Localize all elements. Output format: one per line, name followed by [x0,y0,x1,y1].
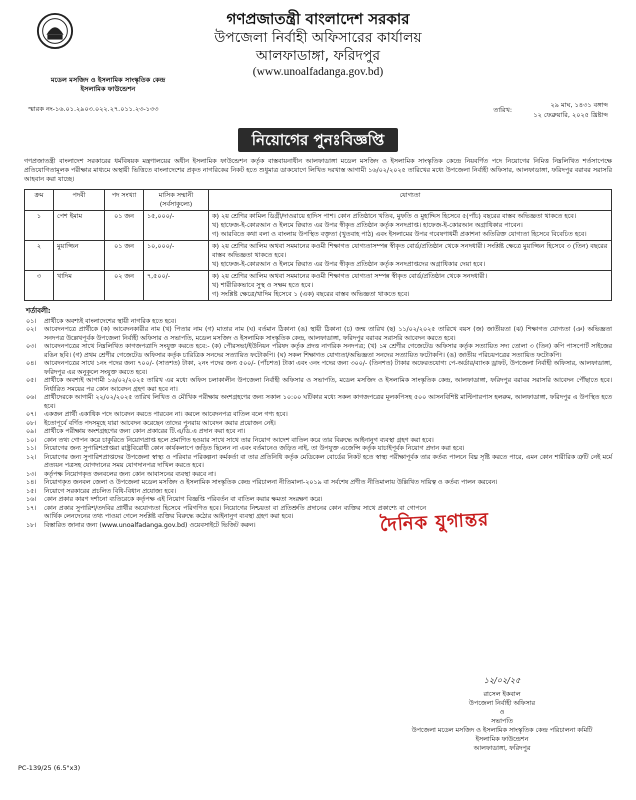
table-row [25,240,612,270]
term-item: ১৮। বিস্তারিত জানার জন্য (www.unoalfadanga.gov.bd) ওয়েবসাইটে ভিজিট করুন। [26,521,256,529]
header-quantity: পদ সংখ্যা [105,189,144,210]
term-item: ০২। আবেদনপত্রে প্রার্থীকে (ক) আবেদনকারীর নাম (খ) পিতার নাম (গ) মাতার নাম (ঘ) বর্তমান ঠিকানা (ঙ) স্থায়ী ঠিকানা (চ) জন্ম তারিখ (ছ) ১১/০২/২০২৫ তারিখে বয়স (জ) জাতীয়তা (ঝ) শিক্ষাগত যোগ্যতা (ঞ) অভিজ্ঞতা সনদপত্র উল্লেখপূর্বক উপজেলা নির্বাহী অফিসার ও সভাপতি, মডেল মসজিদ ও ইসলামিক সাংস্কৃতিক কেন্দ্র, আলফাডাঙ্গা, ফরিদপুর বরাবর সরাসরি আবেদন করতে হবে। [26,326,612,342]
term-item: ০৪। আবেদনপত্রের সাথে ১নং পদের জন্য ৭০০/- (সাতশত) টাকা, ২নং পদের জন্য ৫০০/- (পাঁচশত) টাকা এবং ৩নং পদের জন্য ৩০০/- (তিনশত) টাকার অফেরতযোগ্য পে-অর্ডার/ব্যাংক ড্রাফট, উপজেলা নির্বাহী অফিসার, আলফাডাঙ্গা, ফরিদপুর এর অনুকূলে সংযুক্ত করতে হবে। [26,360,612,376]
row-post: পেশ ইমাম [54,210,105,240]
row-qualification [209,270,612,300]
signatory-committee: উপজেলা মডেল মসজিদ ও ইসলামিক সাংস্কৃতিক কেন্দ্র পরিচালনা কমিটি [411,726,593,734]
date-english: ১২ ফেব্রুয়ারি, ২০২৫ খ্রিষ্টাব্দ [533,111,608,119]
qualification-item: ক) ২য় শ্রেণির আলিম অথবা সমমানের কওমী শিক্ষাগত যোগ্যতা সম্পন্ন স্বীকৃত বোর্ড/প্রতিষ্ঠান থেকে সনদধারী। [212,271,488,280]
row-post: মুয়াজ্জিন [54,240,105,270]
date-label: তারিখ: [493,106,513,114]
term-item: ১০। কোন তথ্য গোপন করে চাকুরিতে নিয়োগপ্রাপ্ত হলে প্রমাণিত হওয়ার সাথে সাথে তার নিয়োগ আদেশ বাতিল করে তার বিরুদ্ধে আইনানুগ ব্যবস্থা গ্রহণ করা হবে। [26,436,434,444]
qualification-item: ক) ২য় শ্রেণির আলিম অথবা সমমানের কওমী শিক্ষাগত যোগ্যতাসম্পন্ন স্বীকৃত বোর্ড/প্রতিষ্ঠান থেকে সনদধারী। সংশ্লিষ্ট ক্ষেত্রে মুয়াজ্জিন হিসেবে ৩ (তিন) বছরের বাস্তব অভিজ্ঞতা থাকতে হবে। [212,241,608,259]
title-wrap [18,128,618,154]
header-serial: ক্রম [25,189,54,210]
signature-block [382,676,622,753]
row-salary: ১৫,০০০/- [144,210,209,240]
term-item: ১৪। নিয়োগকৃত জনবল জেলা ও উপজেলা মডেল মসজিদ ও ইসলামিক সাংস্কৃতিক কেন্দ্র পরিচালনা নীতিমালা-২০১৯ বা সর্বশেষ প্রণীত নীতিমালায় উল্লিখিত দায়িত্ব ও কর্তব্য পালন করবেন। [26,479,498,487]
row-serial: ১ [25,210,54,240]
header-salary: মাসিক সম্মানী (সর্বসাকুল্যে) [144,189,209,210]
signatory-name: রাসেল ইকবাল [483,690,521,698]
posts-table [24,189,612,301]
signature [382,676,622,690]
header [18,6,618,126]
term-item: ০১। প্রার্থীকে অবশ্যই বাংলাদেশের স্থায়ী নাগরিক হতে হবে। [26,317,177,325]
signatory-role: সভাপতি [491,717,513,725]
notice-title: নিয়োগের পুনঃবিজ্ঞপ্তি [238,128,399,152]
row-salary: ১০,০০০/- [144,240,209,270]
term-item: ১২। নিয়োগের জন্য সুপারিশপ্রাপ্তদের উপজেলা স্বাস্থ্য ও পরিবার পরিকল্পনা কর্মকর্তা বা তার প্রতিনিধি কর্তৃক মেডিকেল বোর্ডের নিকট হতে স্বাস্থ্য পরীক্ষাপূর্বক তার কর্তব্য পালনে বিঘ্ন সৃষ্টি করতে পারে, এমন কোন শারীরিক ত্রুটি নেই মর্মে প্রত্যয়ন পত্রসহ যোগদানের সময় যোগদানপত্র দাখিল করতে হবে। [26,453,612,470]
term-item: ১১। নিয়োগের জন্য সুপারিশপ্রাপ্তরা রাষ্ট্রবিরোধী কোন কার্যকলাপে জড়িত ছিলেন না এবং বর্তমানেও জড়িত নাই, তা উপযুক্ত এজেন্সি কর্তৃক যাচাইপূর্বক নিয়োগ প্রদান করা হবে। [26,445,465,453]
qualification-item: খ) হাফেজ-ই-কোরআন ও ইলমে ক্বিরাত এর উপর স্বীকৃত প্রতিষ্ঠান কর্তৃক সনদপ্রাপ্তদের অগ্রাধিকার দেয়া হবে। [212,259,486,268]
signatory-org: ইসলামিক ফাউন্ডেশন [475,735,529,743]
term-item: ০৩। আবেদনপত্রের সাথে নিম্নলিখিত কাগজপত্রাদি সংযুক্ত করতে হবে:- (ক) পৌরসভা/ইউনিয়ন পরিষদ কর্তৃক প্রদত্ত নাগরিক সনদপত্র; (খ) ১ম শ্রেণীর গেজেটেড অফিসার কর্তৃক সত্যায়িত সদ্য তোলা ৩ (তিন) কপি পাসপোর্ট সাইজের রঙিন ছবি। (গ) প্রথম শ্রেণীর গেজেটেড অফিসার কর্তৃক চারিত্রিক সনদের সত্যায়িত ফটোকপি। (ঘ) সকল শিক্ষাগত যোগ্যতা/অভিজ্ঞতা সনদের সত্যায়িত ফটোকপি। (ঙ) জাতীয় পরিচয়পত্রের সত্যায়িত ফটোকপি। [26,343,612,359]
signatory-designation: উপজেলা নির্বাহী অফিসার [468,699,536,707]
term-item: ০৬। প্রার্থীদেরকে আগামী ২২/০২/২০২৫ তারিখ লিখিত ও মৌখিক পরীক্ষায় অংশগ্রহণের জন্য সকাল ১০:০০ ঘটিকার মধ্যে সকল কাগজপত্রের মূলকপিসহ ৫০০ আসনবিশিষ্ট মাল্টিপারপাস হলরুম, আলফাডাঙ্গা, ফরিদপুর এ উপস্থিত হতে হবে। [26,394,612,410]
government-heading [18,10,618,80]
table-row [25,210,612,240]
term-item: ১৫। নিয়োগে সরকারের প্রচলিত বিধি-বিধান প্রযোজ্য হবে। [26,487,176,495]
row-quantity: ০১ জন [105,210,144,240]
row-quantity: ০২ জন [105,270,144,300]
date-bangla: ২৯ মাঘ, ১৪৩১ বঙ্গাব্দ [550,101,608,109]
row-post: খাদিম [54,270,105,300]
website-link[interactable]: (www.unoalfadanga.gov.bd) [252,66,384,78]
term-item: ০৭। একজন প্রার্থী একাধিক পদে আবেদন করতে পারবেন না। করলে আবেদনপত্র বাতিল বলে গণ্য হবে। [26,411,288,419]
row-serial: ২ [25,240,54,270]
terms-title: শর্তাবলী: [26,306,51,315]
row-qualification [209,210,612,240]
office-name: উপজেলা নির্বাহী অফিসারের কার্যালয় [214,30,422,46]
intro-paragraph: গণপ্রজাতন্ত্রী বাংলাদেশ সরকারের ধর্মবিষয়ক মন্ত্রণালয়ের অধীন ইসলামিক ফাউন্ডেশন কর্তৃক বাস্তবায়নাধীন আলফাডাঙ্গা মডেল মসজিদ ও ইসলামিক সাংস্কৃতিক কেন্দ্রে নিয়বর্ণিত পদে নিয়োগের নিমিত্ত নিম্নলিখিত শর্তসাপেক্ষে প্রতিযোগিতামূলক পরীক্ষার মাধ্যমে অস্থায়ী ভিত্তিতে বাংলাদেশের প্রকৃত নাগরিকের নিকট হতে শুধুমাত্র ডাকযোগে লিখিত দরখাস্ত আগামী ১৬/০২/২০২৫ তারিখের মধ্যে উপজেলা নির্বাহী অফিসার, আলফাডাঙ্গা, ফরিদপুর বরাবর সরাসরি আহবান করা যাচ্ছে। [24,157,612,184]
memo-number: স্মারক নং-১৬.০১.২৯০৩.০২২.২৭.০১১.২৩-১৩৩ [28,105,159,113]
qualification-item: ক) ২য় শ্রেণির কামিল ডিগ্রী/দাওরায়ে হাদিস পাশ। কোন প্রতিষ্ঠানে খতিব, মুফতি ও মুহাদ্দিস হিসেবে ৫(পাঁচ) বছরের বাস্তব অভিজ্ঞতা থাকতে হবে। [212,211,577,220]
gov-name: গণপ্রজাতন্ত্রী বাংলাদেশ সরকার [226,10,410,28]
term-item: ০৯। প্রার্থীকে পরীক্ষায় অংশগ্রহণের জন্য কোন প্রকারের টি.এ/ডি.এ প্রদান করা হবে না। [26,428,246,436]
signature-scribble: ১২/০২/২৫ [483,676,521,685]
row-qualification [209,240,612,270]
term-item: ০৫। প্রার্থীকে অবশ্যই আগামী ১৬/০২/২০২৫ তারিখ এর মধ্যে অফিস চলাকালীন উপজেলা নির্বাহী অফিসার ও সভাপতি, মডেল মসজিদ ও ইসলামিক সাংস্কৃতিক কেন্দ্র, আলফাডাঙ্গা, ফরিদপুর বরাবর সরাসরি আবেদন পৌঁছাতে হবে। নির্ধারিত সময়ের পর কোন আবেদন গ্রহণ করা হবে না। [26,377,612,393]
signatory-place: আলফাডাঙ্গা, ফরিদপুর [473,744,531,752]
term-item: ১৬। কোন প্রকার কারণ দর্শানো ব্যতিরেকে কর্তৃপক্ষ এই নিয়োগ বিজ্ঞপ্তি পরিবর্তন বা বাতিল করার ক্ষমতা সংরক্ষণ করে। [26,496,323,504]
qualification-item: গ) সংশ্লিষ্ট ক্ষেত্রে/খাদিম হিসেবে ১ (এক) বছরের বাস্তব অভিজ্ঞতা থাকতে হবে। [212,289,410,298]
left-organization: মডেল মসজিদ ও ইসলামিক সাংস্কৃতিক কেন্দ্র ইসলামিক ফাউন্ডেশন [50,76,166,93]
footer-code: PC-139/25 (6.5"x3) [18,764,81,772]
date-block [493,100,608,120]
row-salary: ৭,৫০০/- [144,270,209,300]
term-item: ০৮। ইতোপূর্বে বর্ণিত পদসমূহে যারা আবেদন করেছেন তাদের পুনরায় আবেদন করার প্রয়োজন নেই। [26,419,276,427]
signatory-and: ও [499,708,505,716]
table-header-row [25,189,612,210]
terms-list [26,318,612,531]
header-post: পদবী [54,189,105,210]
row-quantity: ০১ জন [105,240,144,270]
term-item: ১৩। কর্তৃপক্ষ নিয়োগকৃত জনবলের জন্য কোন আবাসনের ব্যবস্থা করবে না। [26,470,216,478]
qualification-item: খ) শারীরিকভাবে সুস্থ ও সক্ষম হতে হবে। [212,280,314,289]
term-item: ১৭। কোন প্রকার সুপারিশ/তদবির প্রার্থীর অযোগ্যতা হিসেবে পরিগণিত হবে। নিয়োগের নিশ্চয়তা বা প্রতিশ্রুতি প্রদানের কোন ব্যক্তির সাথে প্রকাশ্যে বা গোপনে আর্থিক লেনদেনের তথ্য পাওয়া গেলে সংশ্লিষ্ট ব্যক্তির বিরুদ্ধে কঠোর আইনানুগ ব্যবস্থা গ্রহণ করা হবে। [26,504,426,521]
row-serial: ৩ [25,270,54,300]
office-location: আলফাডাঙ্গা, ফরিদপুর [255,48,381,64]
qualification-item: গ) আরবিতে কথা বলা ও বাংলায় উপস্থিত বক্তৃতা (খুতবাহ পাঠ) এবং ইসলামের উপর গবেষণাধর্মী প্রকাশনা অতিরিক্ত যোগ্যতা হিসেবে বিবেচিত হবে। [212,229,587,238]
header-qualification: যোগ্যতা [209,189,612,210]
table-row [25,270,612,300]
qualification-item: খ) হাফেজ-ই-কোরআন ও ইলমে ক্বিরাত এর উপর স্বীকৃত প্রতিষ্ঠান কর্তৃক সনদপ্রাপ্ত। হাফেজ-ই-কোরআন অগ্রাধিকার পাবেন। [212,220,523,229]
newspaper-watermark: দৈনিক যুগান্তর [379,509,490,536]
